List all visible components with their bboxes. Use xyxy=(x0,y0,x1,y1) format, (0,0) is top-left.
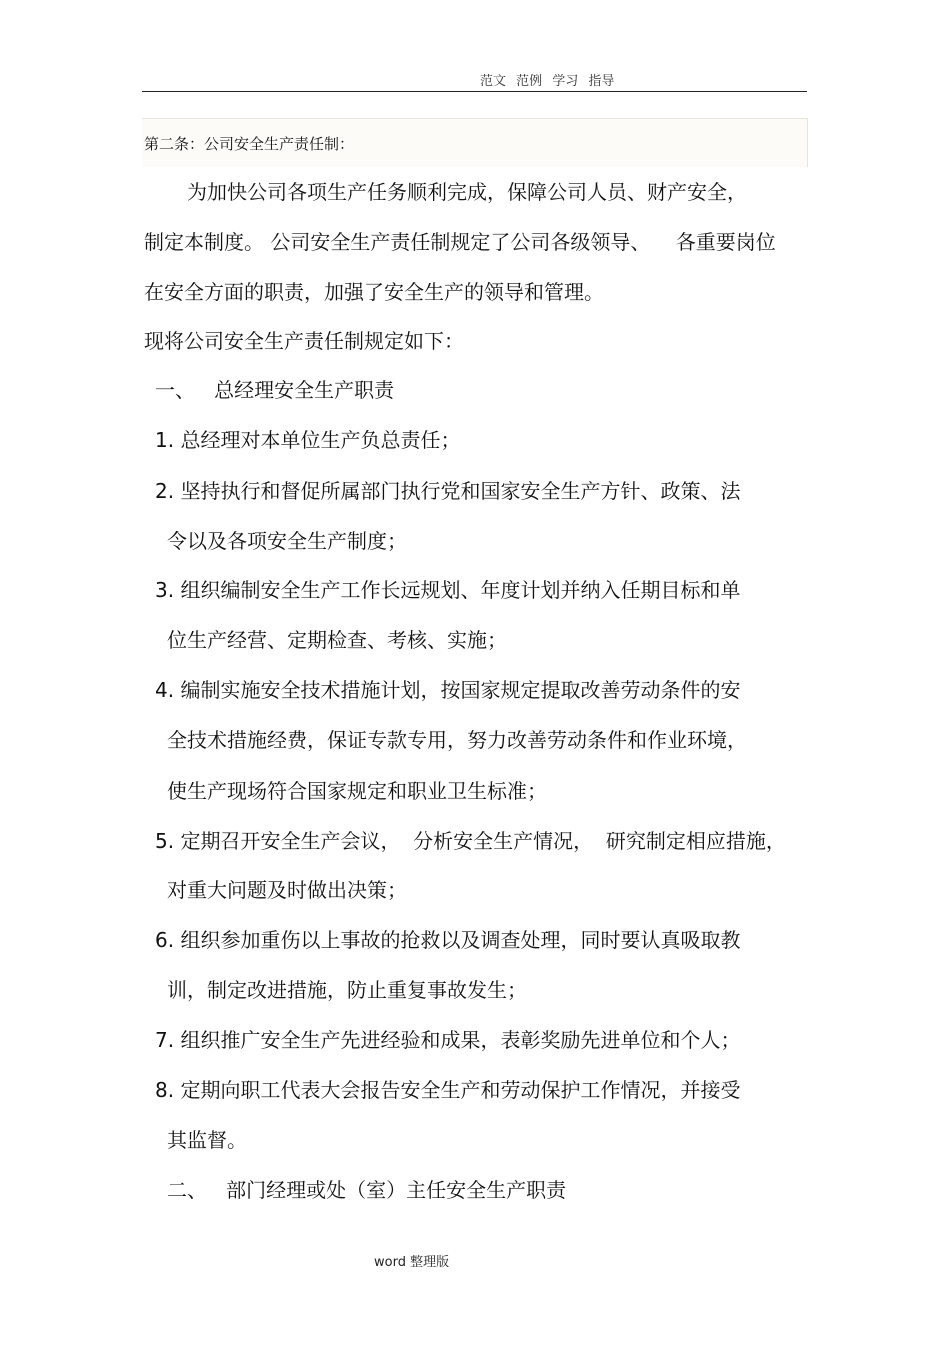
list-item: 7. 组织推广安全生产先进经验和成果，表彰奖励先进单位和个人； xyxy=(155,1028,741,1052)
section-heading: 一、 总经理安全生产职责 xyxy=(155,378,395,402)
page-header: 范文 范例 学习 指导 xyxy=(480,74,615,89)
section-title-box xyxy=(142,118,808,167)
list-item-continuation: 全技术措施经费，保证专款专用，努力改善劳动条件和作业环境， xyxy=(167,728,747,752)
list-item-continuation: 对重大问题及时做出决策； xyxy=(167,878,407,902)
list-item: 1. 总经理对本单位生产负总责任； xyxy=(155,428,461,452)
list-item: 2. 坚持执行和督促所属部门执行党和国家安全生产方针、政策、法 xyxy=(155,479,741,503)
list-item-continuation: 训，制定改进措施，防止重复事故发生； xyxy=(167,978,527,1002)
header-rule xyxy=(142,91,807,92)
section-heading: 二、 部门经理或处（室）主任安全生产职责 xyxy=(167,1178,567,1202)
paragraph-line: 制定本制度。 公司安全生产责任制规定了公司各级领导、 各重要岗位 xyxy=(144,230,776,254)
list-item-continuation: 其监督。 xyxy=(167,1128,247,1152)
list-item-continuation: 位生产经营、定期检查、考核、实施； xyxy=(167,628,507,652)
paragraph-line: 为加快公司各项生产任务顺利完成，保障公司人员、财产安全， xyxy=(187,180,747,204)
list-item: 8. 定期向职工代表大会报告安全生产和劳动保护工作情况，并接受 xyxy=(155,1078,741,1102)
list-item: 6. 组织参加重伤以上事故的抢救以及调查处理，同时要认真吸取教 xyxy=(155,928,741,952)
list-item-continuation: 使生产现场符合国家规定和职业卫生标准； xyxy=(167,779,547,803)
list-item: 4. 编制实施安全技术措施计划，按国家规定提取改善劳动条件的安 xyxy=(155,678,741,702)
page-footer: word 整理版 xyxy=(374,1255,450,1270)
list-item: 5. 定期召开安全生产会议， 分析安全生产情况， 研究制定相应措施， xyxy=(155,829,786,853)
paragraph-line: 现将公司安全生产责任制规定如下： xyxy=(144,329,464,353)
paragraph-line: 在安全方面的职责，加强了安全生产的领导和管理。 xyxy=(144,280,604,304)
list-item: 3. 组织编制安全生产工作长远规划、年度计划并纳入任期目标和单 xyxy=(155,578,741,602)
section-title: 第二条：公司安全生产责任制： xyxy=(144,135,355,153)
list-item-continuation: 令以及各项安全生产制度； xyxy=(167,529,407,553)
